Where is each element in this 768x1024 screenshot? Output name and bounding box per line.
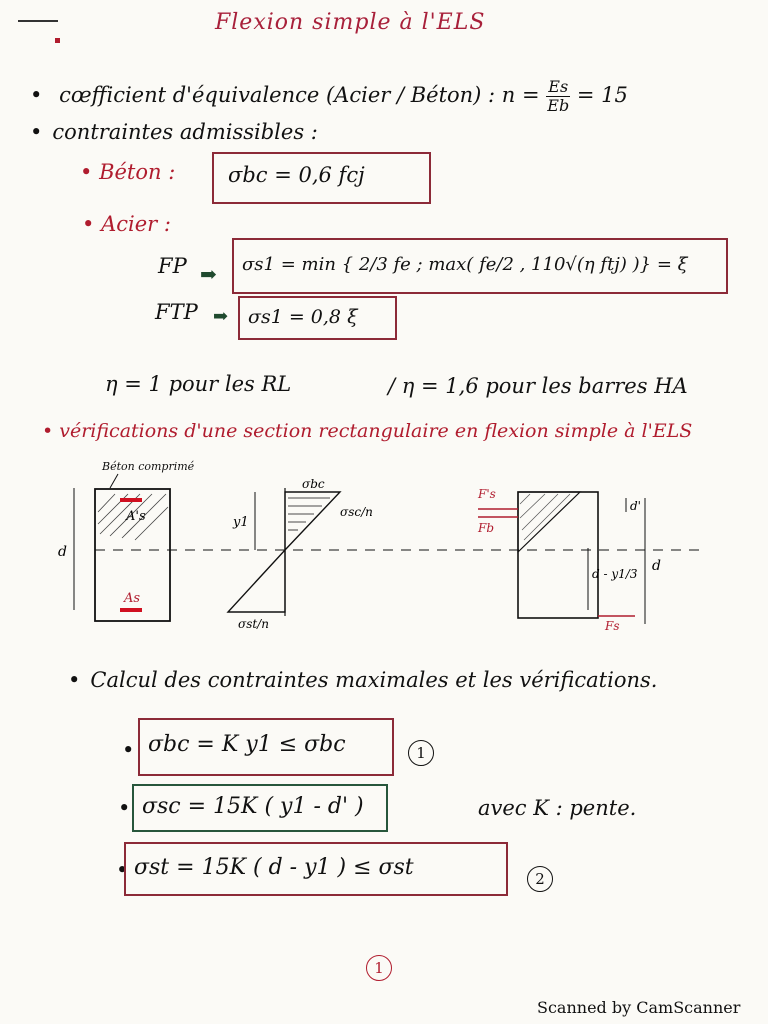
beton-formula: σbc = 0,6 fcj (228, 163, 365, 187)
acier-label: • Acier : (82, 212, 171, 236)
tension-triangle (228, 550, 285, 612)
y1-label: y1 (233, 515, 249, 530)
eq3-number (527, 866, 553, 892)
eta-line-b: / η = 1,6 pour les barres HA (388, 374, 688, 398)
eq2-note: avec K : pente. (478, 796, 637, 820)
as-prime-bar (120, 498, 142, 502)
fp-formula-c: fe/2 , 110√(η ftj) )} = ξ (479, 254, 688, 275)
as-prime-label: A's (126, 509, 146, 524)
eq2-bullet: • (118, 796, 131, 820)
fp-formula (242, 254, 688, 275)
sigma-bc-label: σbc (302, 477, 325, 491)
sigma-sc-n-label: σsc/n (340, 505, 373, 519)
fp-formula-a: σs1 = min { (242, 254, 354, 275)
verification-heading-text: vérifications d'une section rectangulaire en flexion simple à l'ELS (59, 420, 693, 442)
page-number-text: 1 (366, 955, 392, 981)
eq3-formula: σst = 15K ( d - y1 ) ≤ σst (134, 855, 414, 880)
eta-line-a: η = 1 pour les RL (105, 372, 292, 396)
eq1-number (408, 740, 434, 766)
coef-den: Eb (547, 96, 570, 115)
force-section-rectangle (518, 492, 598, 618)
beton-comprime-pointer (110, 474, 118, 488)
eq1-bullet: • (122, 738, 135, 762)
coef-fraction (546, 78, 570, 115)
scanner-footer: Scanned by CamScanner (537, 998, 741, 1017)
acier-label-text: Acier : (101, 212, 171, 236)
red-dot (55, 38, 60, 43)
coef-value: = 15 (576, 83, 628, 107)
eq1-formula: σbc = K y1 ≤ σbc (148, 732, 346, 757)
sigma-st-n-label: σst/n (238, 617, 269, 631)
force-hatching (520, 494, 570, 540)
as-bar (120, 608, 142, 612)
as-label: As (124, 591, 141, 606)
d-right-label: d (652, 558, 661, 574)
coef-num: Es (548, 77, 569, 96)
coefficient-line (30, 78, 628, 115)
verification-heading: • vérifications d'une section rectangulaire en flexion simple à l'ELS (42, 420, 693, 442)
d-label: d (58, 544, 67, 560)
fp-label: FP (158, 254, 187, 278)
force-compression-triangle (518, 492, 580, 552)
fs-label: Fs (605, 619, 620, 633)
ftp-label: FTP (155, 300, 198, 324)
ftp-formula: σs1 = 0,8 ξ (248, 306, 358, 328)
beton-comprime-label: Béton comprimé (102, 460, 195, 473)
coef-label: cœfficient d'équivalence (Acier / Béton) : n = (59, 83, 540, 107)
fs-prime-label: F's (478, 487, 496, 501)
section-diagram (40, 452, 700, 652)
lever-arm-label: d - y1/3 (592, 567, 638, 581)
d-prime-label: d' (630, 499, 641, 513)
ftp-arrow-icon: ➡ (213, 306, 229, 327)
calcul-heading: • Calcul des contraintes maximales et les vérifications. (68, 668, 657, 692)
page-number (366, 955, 392, 981)
fp-arrow-icon: ➡ (200, 262, 217, 286)
fb-label: Fb (478, 521, 495, 535)
fp-formula-b: 2/3 fe ; max( (358, 254, 474, 275)
beton-label-text: Béton : (99, 160, 176, 184)
eq3-bullet: • (116, 858, 129, 882)
eq1-number-text: 1 (408, 740, 434, 766)
eq3-number-text: 2 (527, 866, 553, 892)
contraintes-heading: • contraintes admissibles : (30, 120, 318, 144)
corner-mark (18, 20, 58, 22)
beton-label: • Béton : (80, 160, 176, 184)
eq2-formula: σsc = 15K ( y1 - d' ) (142, 794, 364, 819)
compression-triangle (285, 492, 340, 550)
page-title: Flexion simple à l'ELS (215, 10, 486, 35)
